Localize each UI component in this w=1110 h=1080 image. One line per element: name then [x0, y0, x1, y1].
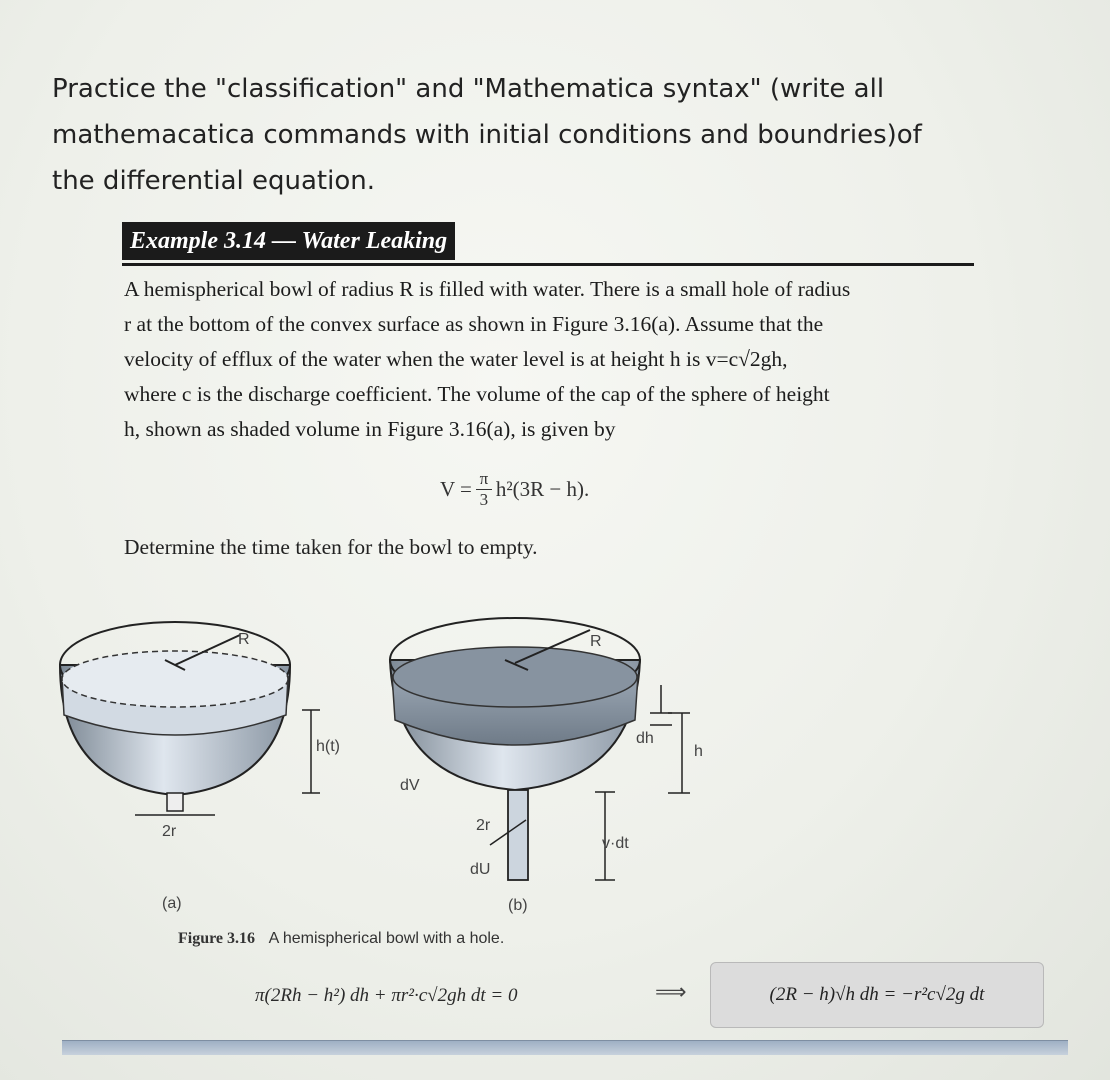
example-line-2: r at the bottom of the convex surface as shown in Figure 3.16(a). Assume that the [124, 312, 824, 336]
label-r-b: R [590, 633, 602, 650]
example-divider [122, 263, 974, 266]
label-vdt: v·dt [602, 835, 629, 852]
caption-number: Figure 3.16 [178, 930, 256, 947]
label-dh: dh [636, 730, 654, 747]
formula-denominator: 3 [479, 490, 489, 509]
boxed-equation-text: (2R − h)√h dh = −r²c√2g dt [769, 984, 985, 1005]
volume-formula [440, 470, 589, 509]
example-line-1: A hemispherical bowl of radius R is filled with water. There is a small hole of radius [124, 277, 851, 301]
implies-arrow: ⟹ [655, 980, 687, 1005]
label-h: h [694, 743, 703, 760]
formula-numerator: π [479, 469, 489, 488]
formula-lhs: V = [440, 477, 472, 501]
label-h-t: h(t) [316, 738, 340, 755]
instruction-line-2: mathemacatica commands with initial conditions and boundries)of [52, 120, 922, 150]
caption-text: A hemispherical bowl with a hole. [268, 930, 505, 947]
bowl-b [390, 618, 690, 880]
label-r-a: R [238, 631, 250, 648]
example-body [124, 272, 974, 447]
label-b: (b) [508, 897, 528, 914]
boxed-equation [710, 962, 1044, 1028]
label-2r-b: 2r [476, 817, 491, 834]
differential-equation: π(2Rh − h²) dh + πr²·c√2gh dt = 0 [255, 985, 518, 1006]
instruction-line-1: Practice the "classification" and "Mathematica syntax" (write all [52, 74, 885, 104]
instruction-line-3: the differential equation. [52, 166, 375, 196]
label-du: dU [470, 861, 491, 878]
label-2r-a: 2r [162, 823, 177, 840]
example-title: Example 3.14 — Water Leaking [122, 222, 455, 260]
example-line-5: h, shown as shaded volume in Figure 3.16(a), is given by [124, 417, 616, 441]
figure-3-16 [50, 605, 740, 914]
example-line-4: where c is the discharge coefficient. The volume of the cap of the sphere of height [124, 382, 830, 406]
formula-fraction [476, 470, 492, 509]
label-dv: dV [400, 777, 420, 794]
figure-caption [178, 930, 504, 948]
bottom-edge-strip [62, 1040, 1068, 1055]
example-question: Determine the time taken for the bowl to empty. [124, 535, 538, 559]
instruction-text [52, 66, 1052, 204]
label-a: (a) [162, 895, 182, 912]
bowl-a [60, 622, 320, 815]
bowl-diagram [50, 605, 740, 905]
formula-rhs: h²(3R − h). [495, 477, 590, 501]
example-line-3: velocity of efflux of the water when the water level is at height h is v=c√2gh, [124, 347, 788, 371]
